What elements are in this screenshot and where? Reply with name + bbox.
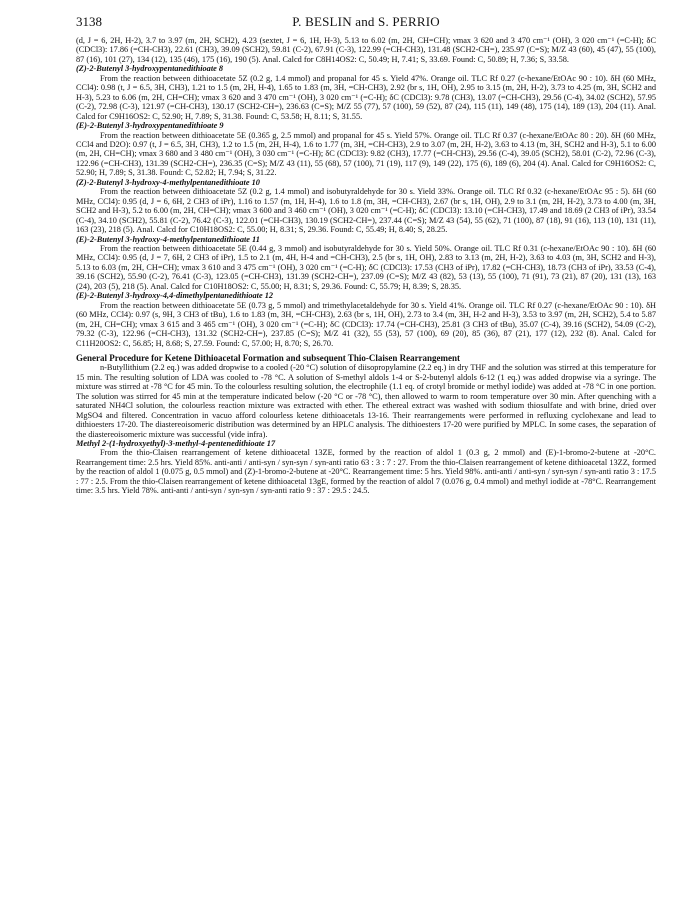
- compound-heading: (Z)-2-Butenyl 3-hydroxypentanedithioate 8: [76, 64, 224, 74]
- body-paragraph: From the reaction between dithioacetate 5Z (0.2 g, 1.4 mmol) and propanal for 45 s. Yield 47%. Orange oil. TLC Rf 0.27 (c-hexane/EtOAc 90 : 10). δH (60 MHz, CCl4): 0.98 (t, J = 6.5, 3H, CH3), 1.21 to 1.5 (m, 2H, H-4), 1.65 to 1.83 (m, 3H, =CH-CH3), 2.92 (br s, 1H, OH), 2.95 to 3.15 (m, 2H, H-2), 3.73 to 4.25 (m, 3H, SCH2 and H-3), 5.23 to 6.06 (m, 2H, CH=CH); νmax 3 620 and 3 470 cm⁻¹ (OH), 3 020 cm⁻¹ (=C-H); δC (CDCl3): 9.78 (CH3), 13.07 (=CH-CH3), 29.56 (C-4), 34.02 (SCH2), 57.95 (C-2), 72.98 (C-3), 121.97 (=CH-CH3), 130.17 (SCH2-CH=), 236.63 (C=S); M/Z 55 (77), 57 (100), 59 (52), 87 (24), 115 (11), 149 (48), 175 (14), 189 (13), 204 (11). Anal. Calcd for C9H16OS2: C, 52.90; H, 7.89; S, 31.38. Found: C, 53.58; H, 8.11; S, 31.55.: [76, 73, 656, 121]
- body-paragraph: From the reaction between dithioacetate 5E (0.44 g, 3 mmol) and isobutyraldehyde for 30 s. Yield 50%. Orange oil. TLC Rf 0.31 (c-hexane/EtOAc 90 : 10). δH (60 MHz, CCl4): 0.95 (d, J = 7, 6H, 2 CH3 of iPr), 1.5 to 2.1 (m, 4H, H-4 and =CH-CH3), 2.5 (br s, 1H, OH), 2.83 to 3.13 (m, 2H, H-2), 3.63 to 4.03 (m, 3H, SCH2 and H-3), 5.13 to 6.03 (m, 2H, CH=CH); νmax 3 610 and 3 475 cm⁻¹ (OH), 3 020 cm⁻¹ (=C-H); δC (CDCl3): 17.53 (CH3 of iPr), 17.82 (=CH-CH3), 18.73 (CH3 of iPr), 33.53 (C-4), 39.16 (SCH2), 55.90 (C-2), 76.41 (C-3), 123.05 (=CH-CH3), 131.39 (SCH2-CH=), 237.09 (C=S); M/Z 43 (82), 53 (13), 55 (100), 71 (91), 73 (21), 87 (20), 131 (13), 163 (24), 203 (5), 218 (5). Anal. Calcd for C10H18OS2: C, 55.00; H, 8.31; S, 29.36. Found: C, 55.79; H, 8.39; S, 28.35.: [76, 243, 656, 291]
- running-head: P. BESLIN and S. PERRIO: [292, 14, 440, 29]
- compound-heading: (E)-2-Butenyl 3-hydroxy-4,4-dimethylpentanedithioate 12: [76, 291, 274, 301]
- compound-heading: Methyl 2-(1-hydroxyethyl)-3-methyl-4-pentenedithioate 17: [76, 439, 276, 449]
- page-header: [76, 14, 656, 36]
- body-paragraph: From the thio-Claisen rearrangement of ketene dithioacetal 13ZE, formed by the reaction of aldol 1 (0.3 g, 2 mmol) and (E)-1-bromo-2-butene at -20°C. Rearrangement time: 2.5 hrs. Yield 85%. anti-anti / anti-syn / syn-syn / syn-anti ratio 63 : 3 : 7 : 27. From the thio-Claisen rearrangement of ketene dithioacetal 13ZZ, formed by the reaction of aldol 1 (0.075 g, 0.5 mmol) and (Z)-1-bromo-2-butene at -20°C. Rearrangement time: 5 hrs. Yield 98%. anti-anti / anti-syn / syn-syn / syn-anti ratio 3 : 17.5 : 77 : 2.5. From the thio-Claisen rearrangement of ketene dithioacetal 13gE, formed by the reaction of aldol 7 (0.076 g, 0.4 mmol) and methyl iodide at -78°C. Rearrangement time: 3.5 hrs. Yield 78%. anti-anti / anti-syn / syn-syn / syn-anti ratio 9 : 37 : 29.5 : 24.5.: [76, 448, 656, 496]
- body-paragraph: From the reaction between dithioacetate 5Z (0.2 g, 1.4 mmol) and isobutyraldehyde for 30 s. Yield 33%. Orange oil. TLC Rf 0.32 (c-hexane/EtOAc 95 : 5). δH (60 MHz, CCl4): 0.95 (d, J = 6, 6H, 2 CH3 of iPr), 1.16 to 1.57 (m, 1H, H-4), 1.6 to 1.8 (m, 3H, =CH-CH3), 2.67 (br s, 1H, OH), 2.9 to 3.1 (m, 2H, H-2), 3.73 to 4.00 (m, 3H, SCH2 and H-3), 5.2 to 6.00 (m, 2H, CH=CH); νmax 3 600 and 3 460 cm⁻¹ (OH), 3 020 cm⁻¹ (=C-H); δC (CDCl3): 13.10 (=CH-CH3), 17.49 and 18.69 (2 CH3 of iPr), 33.54 (C-4), 34.10 (SCH2), 55.81 (C-2), 76.42 (C-3), 122.01 (=CH-CH3), 130.19 (SCH2-CH=), 237.44 (C=S); M/Z 43 (54), 55 (62), 71 (100), 87 (18), 91 (16), 113 (10), 131 (11), 163 (23), 218 (5). Anal. Calcd for C10H18OS2: C, 55.00; H, 8.31; S, 29.36. Found: C, 55.49; H, 8.40; S, 28.25.: [76, 187, 656, 235]
- compound-heading: (Z)-2-Butenyl 3-hydroxy-4-methylpentanedithioate 10: [76, 177, 260, 187]
- body-paragraph: n-Butyllithium (2.2 eq.) was added dropwise to a cooled (-20 °C) solution of diisopropylamine (2.2 eq.) in dry THF and the solution was stirred at this temperature for 15 min. The resulting solution of LDA was cooled to -78 °C. A solution of S-methyl aldols 1-4 or S-2-butenyl aldols 6-12 (1 eq.) was added dropwise via a syringe. The mixture was stirred at -78 °C for 45 min. To the colourless resulting solution, the electrophile (1.1 eq. of crotyl bromide or methyl iodide) was added at -78 °C in one portion. The solution was stirred for 45 min at the temperature indicated below (-20 °C or -78 °C), then allowed to warm to room temperature over 30 min. After quenching with a saturated NH4Cl solution, the colourless reaction mixture was extracted with ether. The ethereal extract was washed with sodium thiosulfate and with brine, dried over MgSO4 and filtered. Concentration in vacuo afford colourless ketene dithioacetals 13-16. Their rearrangements were performed in refluxing cyclohexane and lead to dithioesters 17-20. The diastereoisomeric distribution was determined by an HPLC analysis. The dithioesters 17-20 were purified by MPLC. In some cases, the separation of the diastereoisomeric mixture was successful (vide infra).: [76, 363, 656, 439]
- page-number: 3138: [76, 14, 102, 29]
- body-paragraph: From the reaction between dithioacetate 5E (0.365 g, 2.5 mmol) and propanal for 45 s. Yield 57%. Orange oil. TLC Rf 0.37 (c-hexane/EtOAc 80 : 20). δH (60 MHz, CCl4 and D2O): 0.97 (t, J = 6.5, 3H, CH3), 1.2 to 1.5 (m, 2H, H-4), 1.6 to 1.77 (m, 3H, =CH-CH3), 2.9 to 3.07 (m, 2H, H-2), 3.63 to 4.13 (m, 3H, SCH2 and H-3), 5.1 to 6.00 (m, 2H, CH=CH); νmax 3 680 and 3 480 cm⁻¹ (OH), 3 030 cm⁻¹ (=C-H); δC (CDCl3): 9.82 (CH3), 17.77 (=CH-CH3), 29.56 (C-4), 39.05 (SCH2), 58.01 (C-2), 72.96 (C-3), 122.96 (=CH-CH3), 131.39 (SCH2-CH=), 236.35 (C=S); M/Z 43 (11), 55 (68), 57 (100), 71 (19), 117 (9), 149 (22), 175 (6), 189 (6), 204 (4). Anal. Calcd for C9H16OS2: C, 52.90; H, 7.89; S, 31.38. Found: C, 52.82; H, 7.94; S, 31.22.: [76, 130, 656, 178]
- body-paragraph: From the reaction between dithioacetate 5E (0.73 g, 5 mmol) and trimethylacetaldehyde for 30 s. Yield 41%. Orange oil. TLC Rf 0.27 (c-hexane/EtOAc 90 : 10). δH (60 MHz, CCl4): 0.97 (s, 9H, 3 CH3 of tBu), 1.6 to 1.83 (m, 3H, =CH-CH3), 2.63 (br s, 1H, OH), 2.73 to 3.4 (m, 3H, H-2 and H-3), 3.53 to 3.97 (m, 2H, SCH2), 5.4 to 5.87 (m, 2H, CH=CH); νmax 3 615 and 3 465 cm⁻¹ (OH), 3 020 cm⁻¹ (=C-H); δC (CDCl3): 17.74 (=CH-CH3), 25.81 (3 CH3 of tBu), 35.07 (C-4), 39.16 (SCH2), 54.09 (C-2), 79.32 (C-3), 122.96 (=CH-CH3), 131.32 (SCH2-CH=), 237.85 (C=S); M/Z 41 (32), 55 (53), 57 (100), 69 (20), 85 (36), 87 (21), 177 (12), 232 (8). Anal. Calcd for C11H20OS2: C, 56.85; H, 8.68; S, 27.59. Found: C, 57.00; H, 8.70; S, 26.70.: [76, 300, 656, 348]
- body-paragraph: (d, J = 6, 2H, H-2), 3.7 to 3.97 (m, 2H, SCH2), 4.23 (sextet, J = 6, 1H, H-3), 5.13 to 6.02 (m, 2H, CH=CH); νmax 3 620 and 3 470 cm⁻¹ (OH), 3 020 cm⁻¹ (=C-H); δC (CDCl3): 17.86 (=CH-CH3), 22.61 (CH3), 39.09 (SCH2), 59.81 (C-2), 67.91 (C-3), 122.99 (=CH-CH3), 131.48 (SCH2-CH=), 235.97 (C=S); M/Z 43 (60), 45 (47), 55 (100), 87 (16), 101 (27), 134 (12), 135 (46), 175 (16), 190 (5). Anal. Calcd for C8H14OS2: C, 50.49; H, 7.41; S, 33.69. Found: C, 50.89; H, 7.36; S, 33.58.: [76, 36, 656, 64]
- compound-heading: (E)-2-Butenyl 3-hydroxy-4-methylpentanedithioate 11: [76, 234, 260, 244]
- compound-heading: (E)-2-Butenyl 3-hydroxypentanedithioate 9: [76, 121, 224, 131]
- article-body: [76, 36, 656, 496]
- section-title: General Procedure for Ketene Dithioacetal Formation and subsequent Thio-Claisen Rearrangement: [76, 352, 461, 363]
